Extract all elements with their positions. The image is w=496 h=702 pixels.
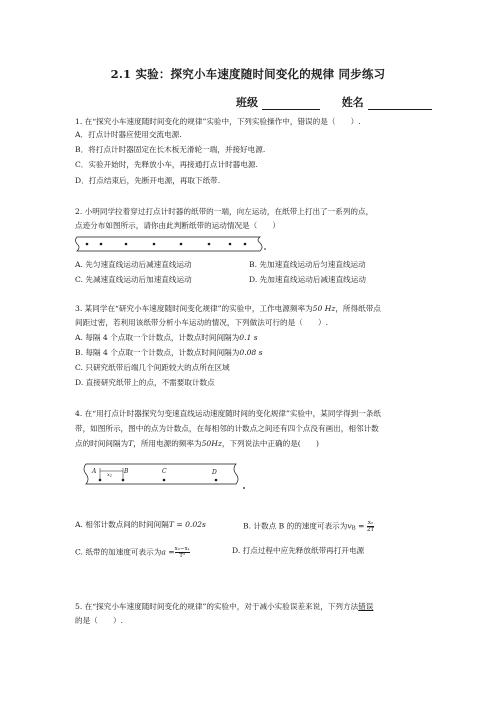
q3-option-b-text: B. 每隔 4 个点取一个计数点，计数点时间间隔为 [75,348,240,357]
q3-option-a [75,333,258,343]
q5-stem-line2: 的是（ ）. [75,616,123,625]
label-b: B [124,468,129,475]
q3-option-a-value: 0.1 s [239,333,258,342]
q2-stem-line1: 2. 小明同学拉着穿过打点计时器的纸带的一端，向左运动，在纸带上打出了一系列的点， [75,207,374,216]
tape-dot [180,243,183,246]
q3-option-d: D. 直接研究纸带上的点，不需要取计数点 [75,378,215,387]
label-x1-symbol: x [107,472,110,478]
q4-option-b-var: v [347,521,352,531]
q4-option-c-num: x₂−x₁ [174,546,190,552]
q4-option-b-sub: B [351,525,356,532]
tape-dot [244,243,247,246]
label-a: A [92,468,97,475]
q3-stem-text: 3. 某同学在“研究小车速度随时间变化规律”的实验中，工作电源频率为 [75,304,313,313]
q4-period-symbol: T [128,439,134,448]
q3-option-b-value: 0.08 s [239,348,263,357]
class-label: 班级 [236,96,258,109]
q1-option-d: D．打点结束后，先断开电源，再取下纸带. [75,176,221,185]
q4-option-c [75,546,190,559]
q1-stem: 1. 在“探究小车速度随时间变化的规律”实验中，下列实验操作中，错误的是（ ）. [75,117,361,126]
q4-stem-line2: 带，如图所示，图中的点为计数点，在每相邻的计数点之间还有四个点没有画出，相邻计数 [75,424,379,433]
student-info [236,94,432,110]
q4-option-b-text: B. 计数点 B 的的速度可表示为 [243,521,348,531]
tape-dot [100,243,103,246]
q4-option-c-text: C. 纸带的加速度可表示为 [75,547,162,557]
q1-option-a: A．打点计时器应使用交流电源. [75,130,182,139]
q4-option-c-den: T² [179,553,186,559]
q3-option-c: C. 只研究纸带后端几个间距较大的点所在区域 [75,363,230,372]
q1-option-c: C．实验开始时，先释放小车，再接通打点计时器电源. [75,160,258,169]
q2-tape-outline [76,237,263,251]
q4-stem-text-b: ，所用电源的频率为 [133,439,202,448]
q1-option-b: B．将打点计时器固定在长木板无滑轮一端，并接好电源. [75,145,266,154]
q4-option-b-den: 2T [366,527,375,533]
q4-tape-figure [78,454,250,500]
q5-stem-underlined: 错误 [358,602,374,611]
q4-frequency: 50Hz [201,439,222,448]
label-x1 [107,472,112,478]
tape-dot [125,243,128,246]
name-field[interactable] [368,98,432,110]
q2-option-a: A. 先匀速直线运动后减速直线运动 [75,260,192,269]
name-label: 姓名 [341,96,364,109]
q4-option-b-num: x₂ [367,520,374,526]
page-title: 2.1 实验：探究小车速度随时间变化的规律 同步练习 [110,67,386,81]
tape-dot [153,243,156,246]
label-x1-sub: 1 [109,474,113,478]
tape-dot [86,243,89,246]
label-c: C [162,468,167,475]
q3-option-b [75,348,263,358]
q2-option-b: B. 先加速直线运动后匀速直线运动 [249,260,366,269]
q4-option-a-value: T = 0.02s [168,520,206,529]
tape-dot [208,243,211,246]
q2-tape-figure [74,233,274,255]
count-point-d [215,479,218,482]
q4-option-a-text: A. 相邻计数点间的时间间隔 [75,520,169,529]
q5-stem-line1 [75,602,373,612]
q4-option-b [243,520,374,534]
q2-option-c: C. 先减速直线运动后加速直线运动 [75,275,192,284]
q3-frequency: 50 Hz [312,304,336,313]
count-point-c [163,479,166,482]
q4-stem-text-c: ，下列说法中正确的是( ) [221,439,319,448]
q4-option-b-fraction [367,520,374,533]
tape-end-dot [243,487,245,489]
class-field[interactable] [262,98,320,110]
q2-option-d: D. 先加速直线运动后减速直线运动 [249,275,366,284]
q3-option-a-text: A. 每隔 4 个点取一个计数点，计数点时间间隔为 [75,333,240,342]
label-d: D [212,469,217,476]
q4-option-b-equals: = [355,521,367,531]
tape-dot [229,243,232,246]
q3-stem-text-end: ，所得纸带点 [335,304,381,313]
q4-stem-text-a: 点的时间间隔为 [75,439,129,448]
q4-option-a [75,520,206,530]
q2-stem-line2: 点迹分布如图所示，请你由此判断纸带的运动情况是（ ） [75,221,281,230]
q4-option-c-var: a = [161,547,175,557]
q4-stem-line3 [75,439,319,449]
q3-stem-line2: 间距过密，若利用该纸带分析小车运动的情况，下列做法可行的是（ ）. [75,318,329,327]
q3-stem-line1 [75,304,381,314]
q4-option-d: D. 打点过程中应先释放纸带再打开电源 [232,546,365,555]
q4-option-c-fraction [175,546,190,559]
q5-stem-text: 5. 在“探究小车速度随时间变化的规律”的实验中，对于减小实验误差来说，下列方法 [75,602,359,611]
tape-end-dot [264,248,266,250]
q4-stem-line1: 4. 在“用打点计时器探究匀变速直线运动速度随时间的变化规律”实验中，某同学得到一条纸 [75,409,381,418]
